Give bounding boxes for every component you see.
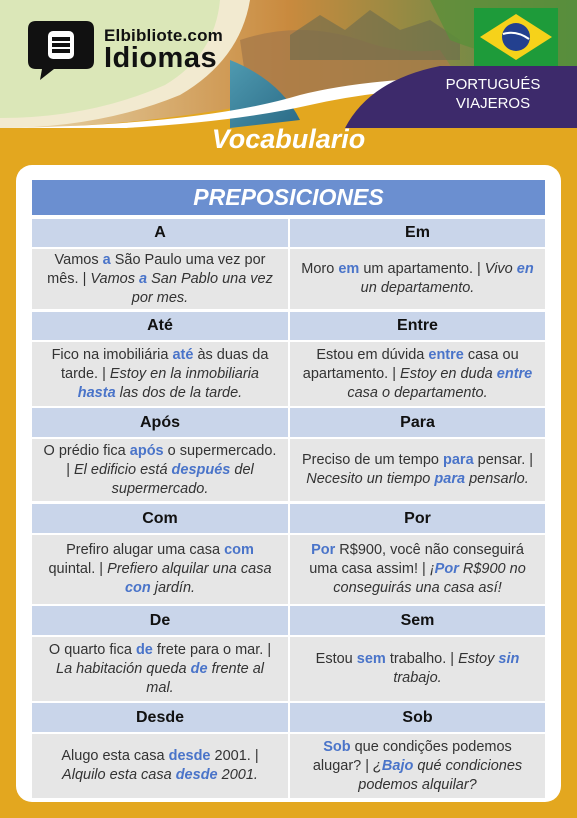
example-cell [32,439,288,501]
spanish-text: San Pablo una vez por mes. [131,270,273,306]
portuguese-text: às duas da tarde. | [60,346,269,382]
preposition-header: Desde [32,703,288,732]
spanish-text: trabajo. [393,670,442,686]
portuguese-preposition: a [102,251,111,268]
header-banner [0,0,577,128]
page-title: Vocabulario [211,124,366,154]
example-cell [32,637,288,701]
portuguese-text: Estou em dúvida [316,346,429,363]
spanish-preposition: con [124,580,151,596]
preposition-header: Até [32,312,288,340]
portuguese-preposition: para [443,452,474,468]
example-sentence [42,251,278,308]
example-cell [32,535,288,604]
spanish-preposition: sin [498,651,520,667]
portuguese-preposition: sem [356,651,386,667]
example-cell [290,249,545,309]
spanish-text: del supermercado. [111,461,254,497]
spanish-text: Estoy en duda [400,365,497,382]
preposition-header: Entre [290,312,545,340]
portuguese-preposition: em [338,261,360,277]
example-sentence [42,346,278,403]
spanish-preposition: Por [434,561,459,577]
portuguese-text: Vamos [54,251,103,268]
portuguese-text: 2001. | [210,748,259,764]
spanish-preposition: desde [175,767,218,783]
portuguese-preposition: entre [428,346,464,363]
example-cell [290,342,545,406]
portuguese-preposition: Sob [323,738,351,755]
example-cell [290,734,545,798]
spanish-text: 2001. [217,767,258,783]
portuguese-text: casa ou apartamento. | [302,346,519,382]
portuguese-preposition: após [129,442,164,459]
brand-name: Elbibliote.com [104,26,223,45]
spanish-text: un departamento. [360,280,475,296]
preposition-header: Após [32,408,288,437]
example-sentence [300,541,535,598]
portuguese-text: que condições podemos alugar? | [312,738,512,774]
spanish-text: ¿ [373,757,382,774]
example-sentence [42,442,278,499]
spanish-preposition: hasta [77,384,116,401]
example-cell [290,637,545,701]
spanish-preposition: para [434,471,466,487]
portuguese-preposition: Por [311,542,336,558]
example-sentence [300,260,535,298]
preposition-header: Sem [290,606,545,635]
table-title: PREPOSICIONES [32,180,545,215]
spanish-text: Alquilo esta casa [62,767,176,783]
spanish-preposition: en [516,261,534,277]
portuguese-preposition: desde [168,748,211,764]
portuguese-text: o supermercado. | [66,442,277,478]
example-sentence [300,451,535,489]
spanish-text: Vivo [484,261,517,277]
portuguese-text: Estou [315,651,357,667]
portuguese-text: São Paulo uma vez por mês. | [47,251,266,287]
portuguese-text: O quarto fica [48,641,136,658]
portuguese-text: Prefiro alugar uma casa [66,542,225,558]
portuguese-text: R$900, você não conseguirá uma casa assim! | [309,542,524,577]
spanish-text: frente al mal. [146,660,264,696]
portuguese-text: Alugo esta casa [61,748,169,764]
preposition-header: Sob [290,703,545,732]
portuguese-text: frete para o mar. | [152,641,272,658]
preposition-header: De [32,606,288,635]
preposition-header: Com [32,504,288,533]
example-cell [290,535,545,604]
spanish-preposition: entre [496,365,533,382]
spanish-text: jardín. [150,580,196,596]
example-sentence [42,541,278,598]
preposition-header: Em [290,219,545,247]
spanish-text: casa o departamento. [347,384,488,401]
portuguese-text: trabalho. | [385,651,459,667]
spanish-text: R$900 no conseguirás una casa así! [333,561,526,596]
preposition-header: Para [290,408,545,437]
portuguese-text: quintal. | [48,561,108,577]
example-sentence [300,650,535,688]
portuguese-text: Moro [301,261,339,277]
spanish-preposition: a [139,270,148,287]
portuguese-text: Fico na imobiliária [51,346,173,363]
brazil-flag-icon [474,8,558,66]
portuguese-text: um apartamento. | [359,261,485,277]
example-cell [32,342,288,406]
portuguese-preposition: até [172,346,194,363]
portuguese-text: O prédio fica [43,442,130,459]
spanish-text: Necesito un tiempo [306,471,435,487]
example-cell [32,249,288,309]
example-sentence [300,346,535,403]
brand-subtitle: Idiomas [104,42,218,74]
spanish-text: El edificio está [74,461,172,478]
example-sentence [42,641,278,698]
spanish-text: qué condiciones podemos alquilar? [358,757,523,793]
preposition-header: A [32,219,288,247]
speech-bubble-logo-icon [26,19,96,81]
example-cell [290,439,545,501]
example-sentence [300,738,535,795]
spanish-text: Estoy [458,651,499,667]
example-sentence [42,747,278,785]
spanish-text: pensarlo. [465,471,529,487]
spanish-preposition: después [171,461,231,478]
portuguese-preposition: de [135,641,153,658]
spanish-text: La habitación queda [56,660,191,677]
example-cell [32,734,288,798]
course-language: PORTUGUÉS [445,76,541,93]
course-audience: VIAJEROS [455,95,531,112]
portuguese-text: pensar. | [473,452,534,468]
spanish-text: Prefiero alquilar una casa [107,561,272,577]
portuguese-text: Preciso de um tempo [301,452,443,468]
spanish-text: Vamos [90,270,140,287]
spanish-text: ¡ [429,561,435,577]
preposition-header: Por [290,504,545,533]
portuguese-preposition: com [224,542,254,558]
spanish-preposition: de [190,660,208,677]
spanish-preposition: Bajo [381,757,414,774]
spanish-text: las dos de la tarde. [115,384,243,401]
spanish-text: Estoy en la inmobiliaria [109,365,259,382]
